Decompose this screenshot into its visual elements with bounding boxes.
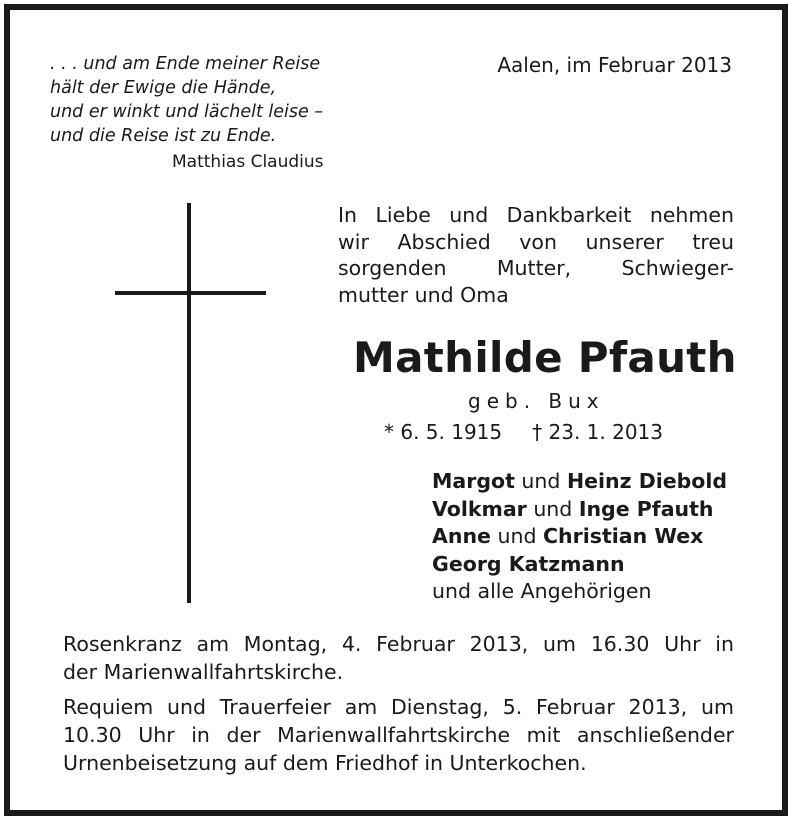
details-line: 10.30 Uhr in der Marienwallfahrtskirche mit anschließender bbox=[63, 723, 734, 747]
family-name: Heinz Diebold bbox=[566, 469, 728, 493]
family-name: Margot bbox=[432, 469, 515, 493]
family-line bbox=[432, 523, 727, 551]
family-line bbox=[432, 551, 727, 579]
family-name: Inge Pfauth bbox=[578, 496, 714, 521]
poem-line: . . . und am Ende meiner Reise bbox=[50, 54, 321, 74]
details-line: Requiem und Trauerfeier am Dienstag, 5. Februar 2013, um bbox=[63, 695, 734, 719]
cross-icon bbox=[187, 203, 191, 603]
intro-line: wir Abschied von unserer treu bbox=[338, 229, 734, 254]
poem-line: und die Reise ist zu Ende. bbox=[50, 126, 277, 146]
birth-date: * 6. 5. 1915 bbox=[384, 420, 503, 444]
rosary-paragraph bbox=[63, 630, 734, 686]
family-name: Anne bbox=[432, 524, 491, 549]
details-line: der Marienwallfahrtskirche. bbox=[63, 660, 344, 684]
intro-line: sorgenden Mutter, Schwieger- bbox=[338, 256, 734, 280]
service-details bbox=[63, 630, 734, 784]
family-conjunction: und bbox=[514, 469, 567, 493]
family-name: Christian Wex bbox=[543, 524, 704, 549]
family-name: Volkmar bbox=[432, 496, 527, 521]
poem bbox=[50, 52, 323, 148]
intro-line: In Liebe und Dankbarkeit nehmen bbox=[338, 203, 734, 227]
family-name: Georg Katzmann bbox=[432, 551, 625, 576]
intro-text bbox=[338, 202, 734, 308]
family-conjunction: und bbox=[490, 524, 543, 549]
family-closing: und alle Angehörigen bbox=[432, 579, 652, 604]
requiem-paragraph bbox=[63, 693, 734, 777]
family-conjunction: und bbox=[526, 496, 579, 521]
family-line bbox=[432, 496, 727, 524]
details-line: Urnenbeisetzung auf dem Friedhof in Unterkochen. bbox=[63, 751, 587, 775]
family-list bbox=[432, 468, 727, 606]
place-date: Aalen, im Februar 2013 bbox=[497, 53, 732, 77]
family-line bbox=[432, 468, 727, 496]
maiden-name: geb. Bux bbox=[468, 389, 605, 413]
death-date: † 23. 1. 2013 bbox=[532, 420, 663, 444]
deceased-name: Mathilde Pfauth bbox=[353, 333, 737, 382]
intro-line: mutter und Oma bbox=[338, 282, 509, 307]
poem-author: Matthias Claudius bbox=[172, 152, 324, 172]
cross-icon-bar bbox=[115, 291, 266, 295]
poem-line: hält der Ewige die Hände, bbox=[50, 78, 277, 98]
life-dates bbox=[384, 418, 663, 446]
poem-line: und er winkt und lächelt leise – bbox=[50, 102, 324, 122]
details-line: Rosenkranz am Montag, 4. Februar 2013, um 16.30 Uhr in bbox=[63, 632, 734, 656]
